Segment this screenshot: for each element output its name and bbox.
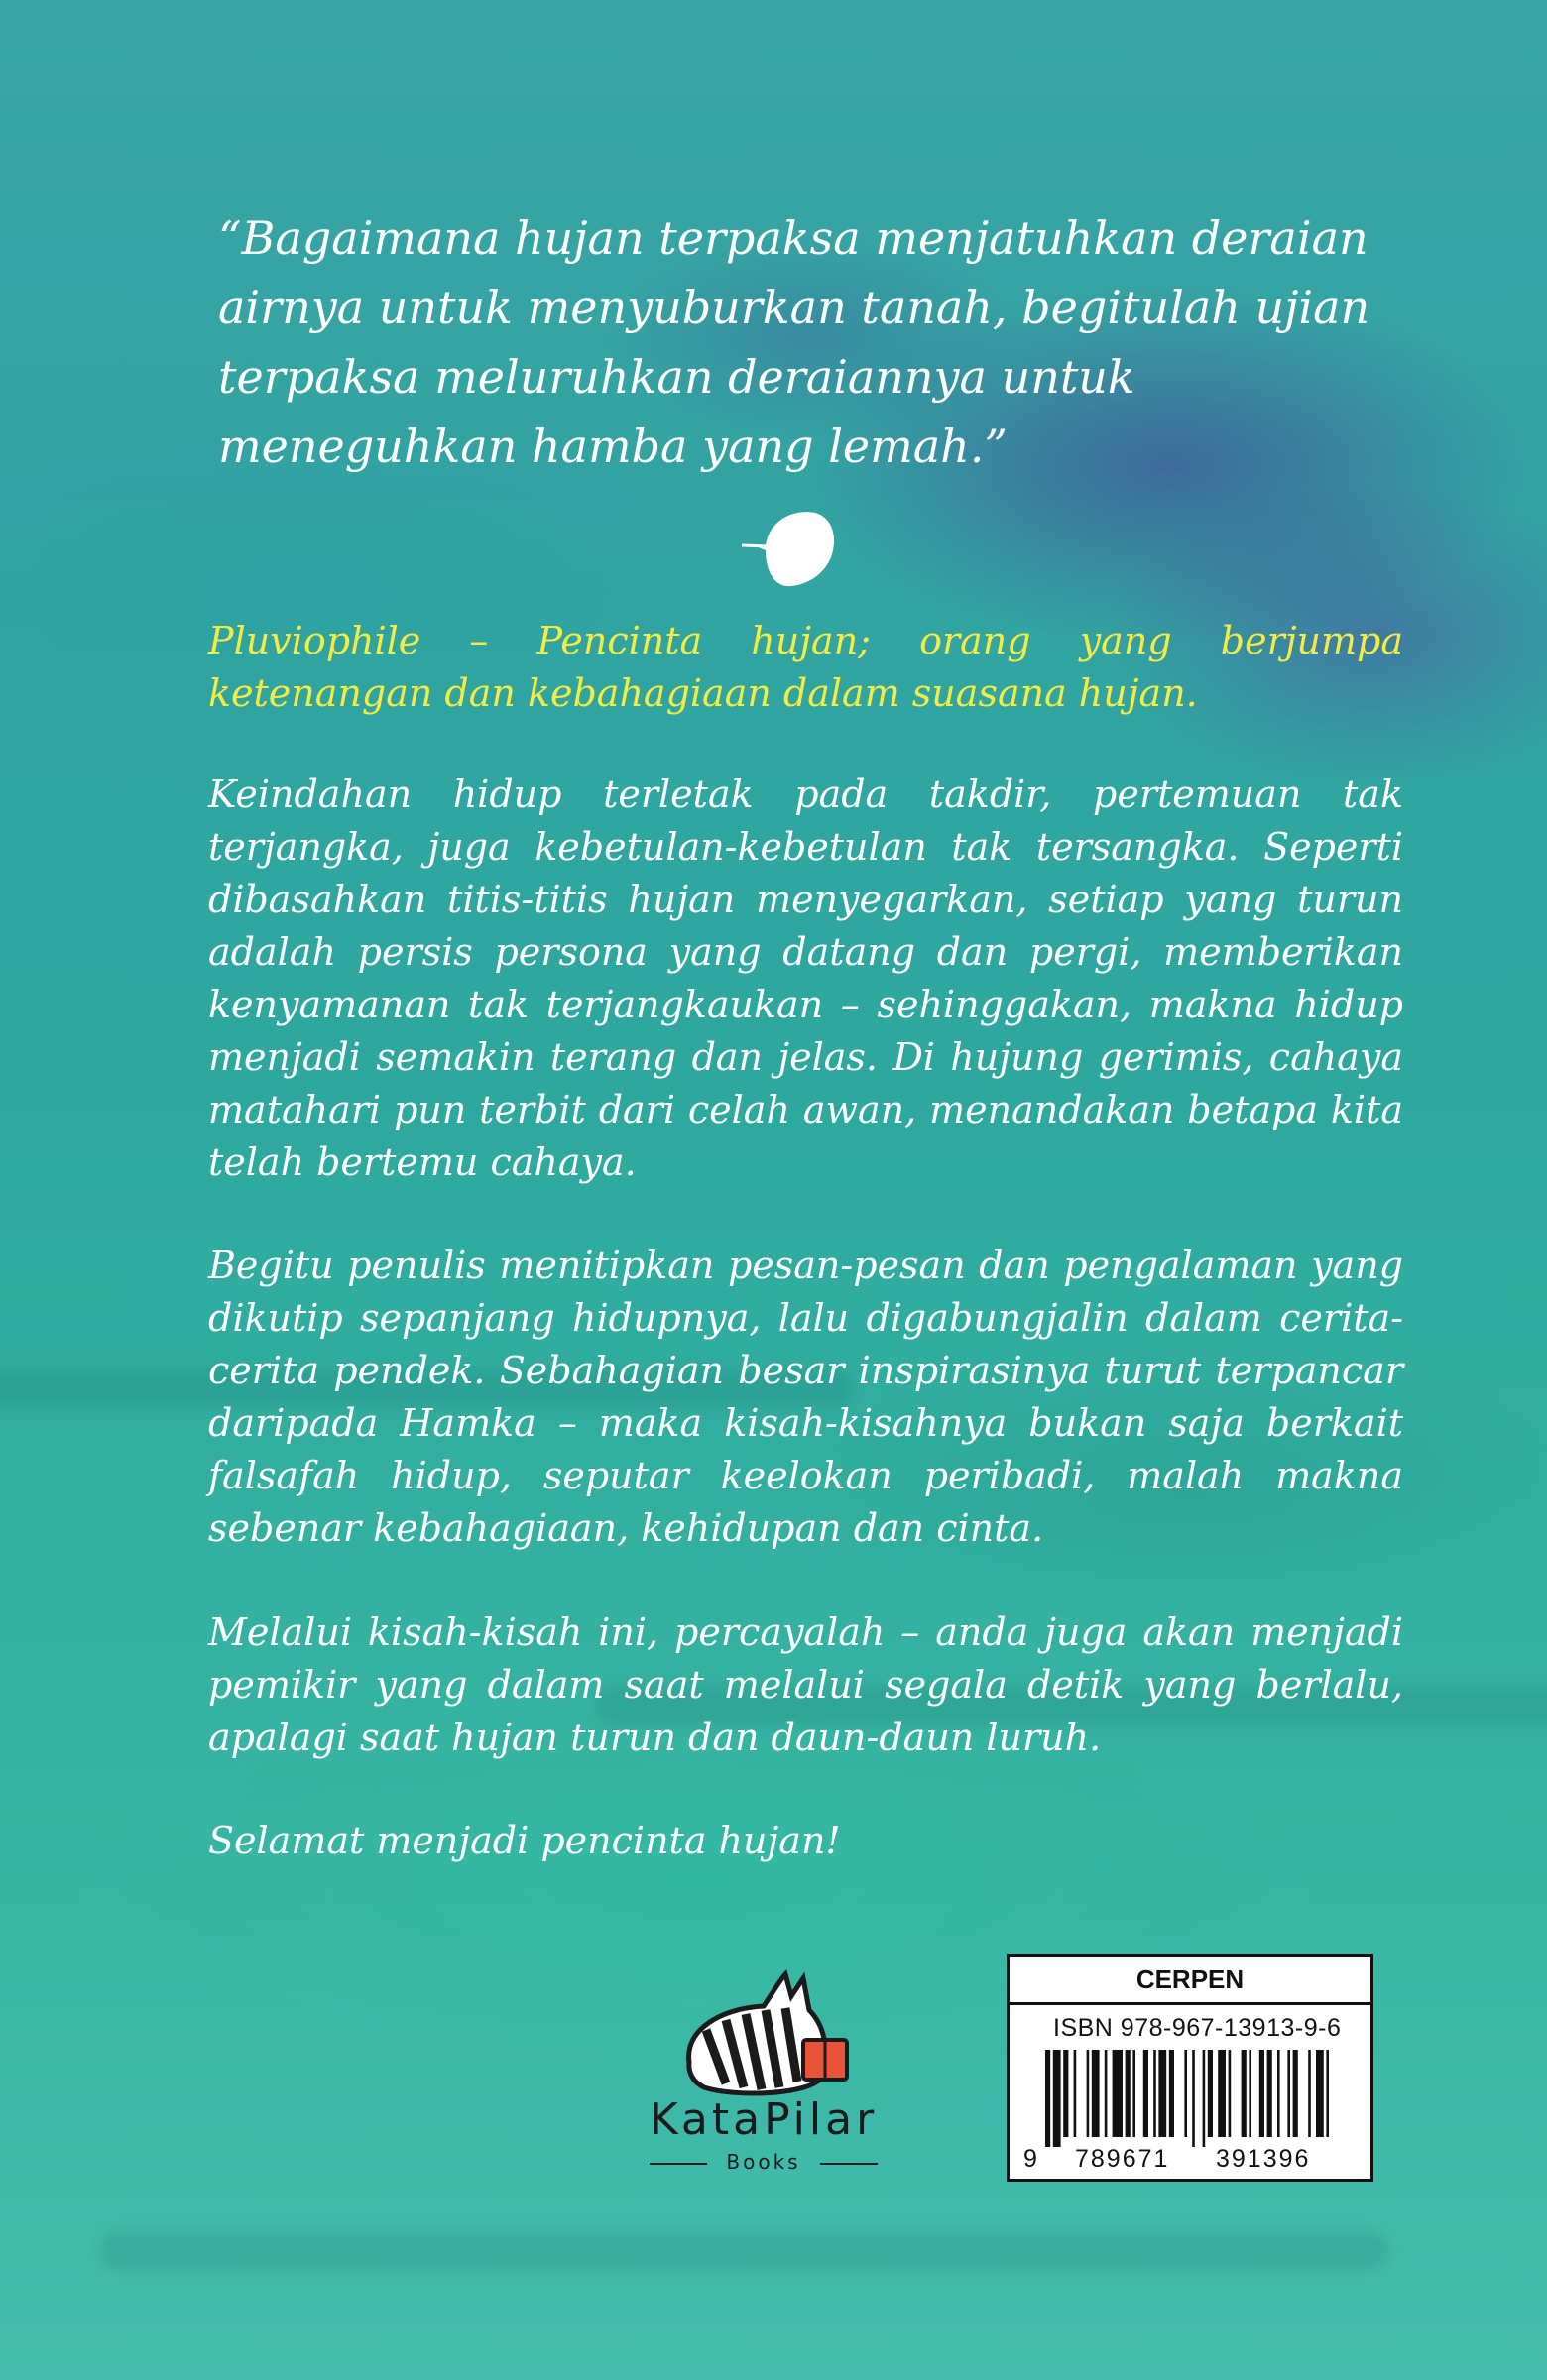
barcode-bar bbox=[1293, 2050, 1298, 2137]
barcode-bar bbox=[1267, 2050, 1272, 2137]
barcode-bar bbox=[1126, 2050, 1130, 2137]
barcode-bar bbox=[1045, 2050, 1050, 2147]
barcode-bar bbox=[1053, 2050, 1061, 2147]
barcode-bar bbox=[1169, 2050, 1174, 2137]
barcode-bar bbox=[1158, 2050, 1166, 2137]
barcode-bar bbox=[1316, 2050, 1324, 2137]
publisher-sub: Books bbox=[726, 2150, 801, 2174]
publisher-name: KataPilar bbox=[649, 2094, 879, 2145]
genre-label: CERPEN bbox=[1010, 1957, 1370, 2005]
leaf-icon bbox=[734, 501, 843, 590]
synopsis-paragraph-3: Melalui kisah-kisah ini, percayalah – anda juga akan menjadi pemikir yang dalam saat melalui segala detik yang berlalu, apalagi saat hujan turun dan daun-daun luruh. bbox=[208, 1610, 1403, 1759]
synopsis-paragraph-2: Begitu penulis menitipkan pesan-pesan dan pengalaman yang dikutip sepanjang hidupnya, lalu digabungjalin dalam cerita-cerita pendek. Sebahagian besar inspirasinya turut terpancar daripada Hamka – maka kisah-kisahnya bukan saja berkait falsafah hidup, seputar keelokan peribadi, malah makna sebenar kebahagiaan, kehidupan dan cinta. bbox=[208, 1244, 1403, 1550]
barcode-bar bbox=[1287, 2050, 1290, 2137]
barcode-digits-left: 789671 bbox=[1075, 2145, 1170, 2173]
barcode-bar bbox=[1229, 2050, 1232, 2137]
barcode-bar bbox=[1326, 2050, 1329, 2137]
barcode-bar bbox=[1092, 2050, 1100, 2137]
barcode-bars bbox=[1045, 2050, 1353, 2147]
barcode-bar bbox=[1242, 2050, 1247, 2137]
barcode-bar bbox=[1143, 2050, 1148, 2137]
barcode-bar bbox=[1113, 2050, 1123, 2137]
barcode-digit-first: 9 bbox=[1023, 2145, 1039, 2173]
cover-quote: “Bagaimana hujan terpaksa menjatuhkan deraian airnya untuk menyuburkan tanah, begitulah ujian terpaksa meluruhkan deraiannya untuk meneguhkan hamba yang lemah.” bbox=[218, 211, 1370, 473]
barcode-bar bbox=[1063, 2050, 1068, 2137]
barcode-digits-right: 391396 bbox=[1216, 2145, 1311, 2173]
watercolor-streak bbox=[99, 2231, 1388, 2271]
closing-line: Selamat menjadi pencinta hujan! bbox=[208, 1819, 841, 1862]
barcode-bar bbox=[1192, 2050, 1195, 2147]
barcode-bar bbox=[1277, 2050, 1280, 2137]
barcode-bar bbox=[1132, 2050, 1135, 2137]
barcode-bar bbox=[1203, 2050, 1206, 2147]
barcode-bar bbox=[1184, 2050, 1187, 2137]
logo-divider bbox=[820, 2163, 878, 2165]
barcode-bar bbox=[1074, 2050, 1077, 2137]
synopsis-paragraph-1: Keindahan hidup terletak pada takdir, pertemuan tak terjangka, juga kebetulan-kebetulan tak tersangka. Seperti dibasahkan titis-titis hujan menyegarkan, setiap yang turun adalah persis persona yang datang dan pergi, memberikan kenyamanan tak terjangkaukan – sehinggakan, makna hidup menjadi semakin terang dan jelas. Di hujung gerimis, cahaya matahari pun terbit dari celah awan, menandakan betapa kita telah bertemu cahaya. bbox=[208, 773, 1403, 1184]
barcode-bar bbox=[1259, 2050, 1264, 2137]
barcode-bar bbox=[1087, 2050, 1090, 2137]
barcode-bar bbox=[1208, 2050, 1213, 2137]
barcode-bar bbox=[1308, 2050, 1311, 2137]
pluviophile-definition: Pluviophile – Pencinta hujan; orang yang berjumpa ketenangan dan kebahagiaan dalam suasana hujan. bbox=[208, 619, 1403, 715]
barcode-bar bbox=[1249, 2050, 1251, 2137]
barcode-bar bbox=[1218, 2050, 1226, 2137]
barcode-bar bbox=[1153, 2050, 1156, 2137]
barcode-block bbox=[1007, 1954, 1373, 2182]
barcode-bar bbox=[1105, 2050, 1108, 2137]
isbn-number: ISBN 978-967-13913-9-6 bbox=[1053, 2014, 1342, 2042]
